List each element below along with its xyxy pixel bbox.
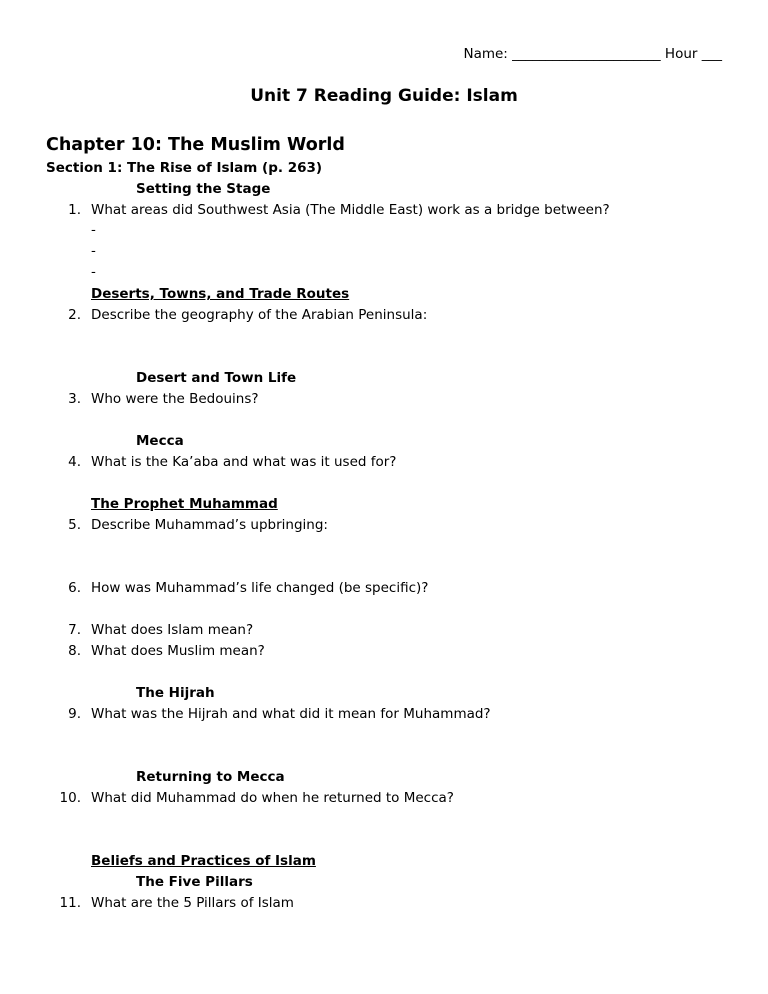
subheading-five-pillars: The Five Pillars bbox=[136, 874, 253, 890]
heading-beliefs-practices: Beliefs and Practices of Islam bbox=[91, 853, 316, 869]
question-text: What was the Hijrah and what did it mean for Muhammad? bbox=[91, 706, 491, 722]
hour-label: Hour bbox=[660, 46, 702, 62]
question-text: What does Muslim mean? bbox=[91, 643, 265, 659]
question-number: 10. bbox=[59, 790, 81, 806]
answer-dash-3: - bbox=[91, 264, 96, 280]
question-text: What are the 5 Pillars of Islam bbox=[91, 895, 294, 911]
question-number: 7. bbox=[68, 622, 81, 638]
page-title: Unit 7 Reading Guide: Islam bbox=[250, 86, 518, 106]
question-text: How was Muhammad’s life changed (be specific)? bbox=[91, 580, 429, 596]
question-number: 6. bbox=[68, 580, 81, 596]
heading-prophet-muhammad: The Prophet Muhammad bbox=[91, 496, 278, 512]
question-number: 8. bbox=[68, 643, 81, 659]
name-hour-line bbox=[463, 46, 722, 62]
answer-dash-1: - bbox=[91, 222, 96, 238]
subheading-setting-stage: Setting the Stage bbox=[136, 181, 271, 197]
question-number: 4. bbox=[68, 454, 81, 470]
question-text: What is the Ka’aba and what was it used for? bbox=[91, 454, 397, 470]
section-heading: Section 1: The Rise of Islam (p. 263) bbox=[46, 160, 323, 176]
question-text: Who were the Bedouins? bbox=[91, 391, 259, 407]
question-number: 1. bbox=[68, 202, 81, 218]
question-number: 11. bbox=[59, 895, 81, 911]
question-number: 2. bbox=[68, 307, 81, 323]
question-number: 9. bbox=[68, 706, 81, 722]
question-text: Describe Muhammad’s upbringing: bbox=[91, 517, 328, 533]
subheading-hijrah: The Hijrah bbox=[136, 685, 215, 701]
question-text: Describe the geography of the Arabian Peninsula: bbox=[91, 307, 428, 323]
question-number: 5. bbox=[68, 517, 81, 533]
subheading-mecca: Mecca bbox=[136, 433, 184, 449]
answer-dash-2: - bbox=[91, 243, 96, 259]
chapter-heading: Chapter 10: The Muslim World bbox=[46, 135, 345, 155]
question-text: What did Muhammad do when he returned to Mecca? bbox=[91, 790, 454, 806]
subheading-returning-mecca: Returning to Mecca bbox=[136, 769, 285, 785]
subheading-desert-town-life: Desert and Town Life bbox=[136, 370, 297, 386]
name-blank[interactable]: ______________________ bbox=[512, 46, 661, 62]
hour-blank[interactable]: ___ bbox=[701, 46, 722, 62]
heading-deserts-towns: Deserts, Towns, and Trade Routes bbox=[91, 286, 350, 302]
question-text: What does Islam mean? bbox=[91, 622, 254, 638]
question-number: 3. bbox=[68, 391, 81, 407]
name-label: Name: bbox=[463, 46, 513, 62]
question-text: What areas did Southwest Asia (The Middle East) work as a bridge between? bbox=[91, 202, 610, 218]
